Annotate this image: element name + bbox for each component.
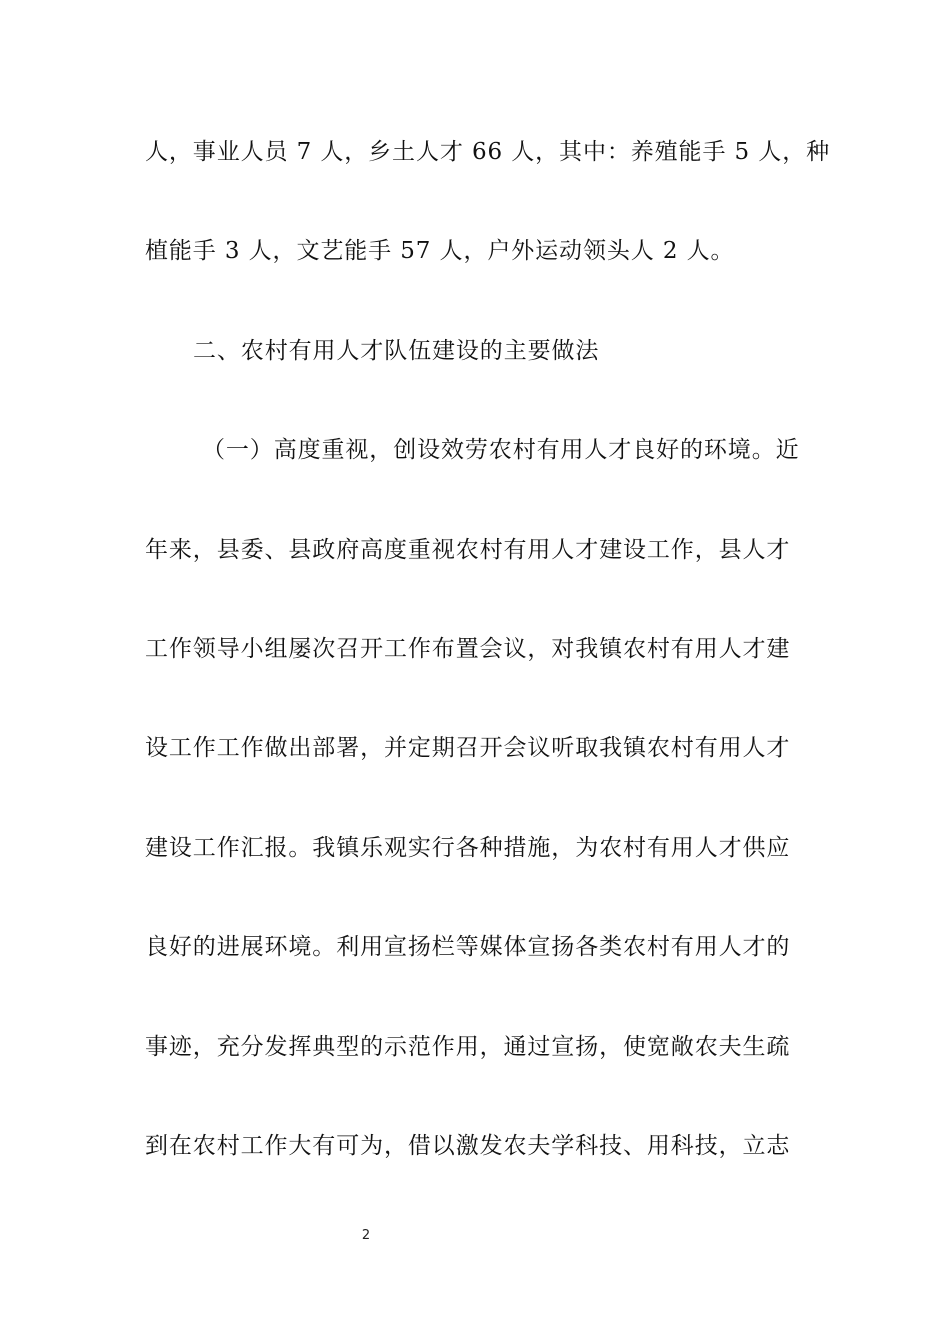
- page-number: 2: [361, 1228, 371, 1243]
- text-line-8: 建设工作汇报。我镇乐观实行各种措施，为农村有用人才供应: [145, 835, 791, 861]
- text-line-5: 年来，县委、县政府高度重视农村有用人才建设工作，县人才: [145, 537, 791, 563]
- text-line-7: 设工作工作做出部署，并定期召开会议听取我镇农村有用人才: [145, 735, 791, 761]
- text-line-1: 人，事业人员 7 人，乡土人才 66 人，其中：养殖能手 5 人，种: [145, 139, 830, 165]
- text-line-2: 植能手 3 人，文艺能手 57 人，户外运动领头人 2 人。: [145, 238, 735, 264]
- text-line-6: 工作领导小组屡次召开工作布置会议，对我镇农村有用人才建: [145, 636, 791, 662]
- section-heading: 二、农村有用人才队伍建设的主要做法: [193, 338, 600, 364]
- text-line-9: 良好的进展环境。利用宣扬栏等媒体宣扬各类农村有用人才的: [145, 934, 791, 960]
- subsection-heading-line: （一）高度重视，创设效劳农村有用人才良好的环境。近: [202, 437, 800, 463]
- text-line-11: 到在农村工作大有可为，借以激发农夫学科技、用科技，立志: [145, 1133, 791, 1159]
- text-line-10: 事迹，充分发挥典型的示范作用，通过宣扬，使宽敞农夫生疏: [145, 1034, 791, 1060]
